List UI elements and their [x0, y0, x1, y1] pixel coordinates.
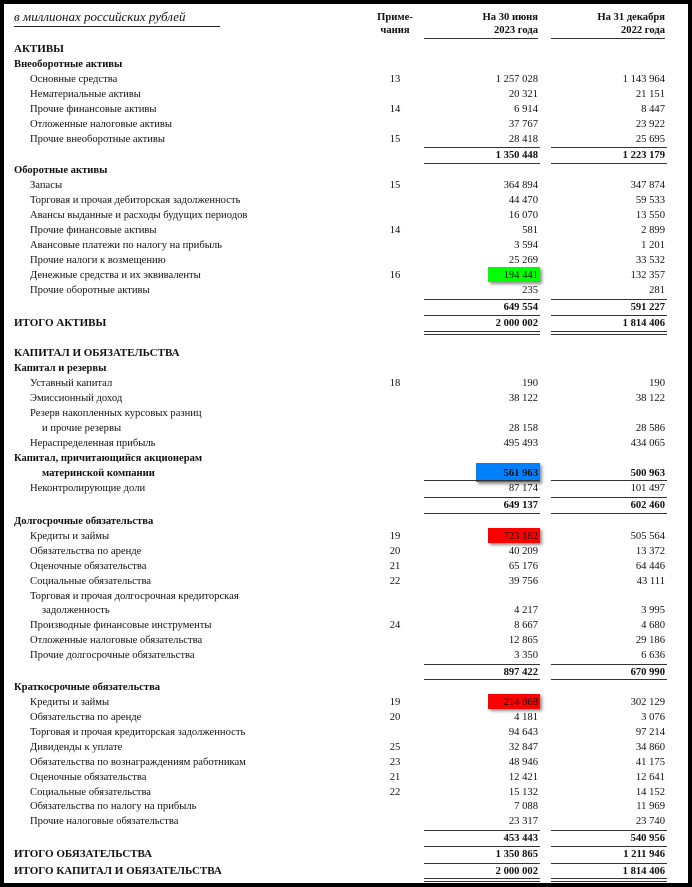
subtotal-row: [4, 498, 688, 513]
underline: [551, 147, 667, 148]
table-row: [4, 710, 688, 725]
value-jun-2023: 364 894: [503, 180, 538, 191]
value-jun-2023: 23 317: [508, 816, 538, 827]
table-row: [4, 376, 688, 391]
value-jun-2023: 20 321: [508, 89, 538, 100]
value-jun-2023: 1 257 028: [495, 74, 538, 85]
value-dec-2022: 132 357: [630, 270, 665, 281]
row-label: Основные средства: [30, 74, 118, 85]
row-label: Обязательства по аренде: [30, 546, 142, 557]
row-label: ИТОГО КАПИТАЛ И ОБЯЗАТЕЛЬСТВА: [14, 865, 222, 877]
table-row: [4, 178, 688, 193]
row-note: 24: [389, 620, 401, 631]
table-row: [4, 589, 688, 604]
underline: [424, 846, 540, 847]
value-jun-2023: 16 070: [508, 210, 538, 221]
row-label: Денежные средства и их эквиваленты: [30, 270, 201, 281]
value-jun-2023: 723 182: [503, 531, 538, 542]
value-jun-2023: 28 158: [508, 423, 538, 434]
table-row: [4, 57, 688, 72]
row-label: Кредиты и займы: [30, 697, 110, 708]
row-label: задолженность: [42, 605, 110, 616]
row-label: Кредиты и займы: [30, 531, 110, 542]
value-jun-2023: 94 643: [508, 727, 538, 738]
value-dec-2022: 14 152: [635, 787, 665, 798]
value-jun-2023: 235: [522, 285, 538, 296]
row-label: Обязательства по налогу на прибыль: [30, 801, 197, 812]
value-jun-2023: 214 868: [503, 697, 538, 708]
row-label: Внеоборотные активы: [14, 59, 123, 70]
double-underline: [551, 331, 667, 335]
table-row: [4, 481, 688, 496]
row-label: Обязательства по вознаграждениям работникам: [30, 757, 246, 768]
underline: [424, 497, 540, 498]
value-dec-2022: 190: [649, 378, 665, 389]
table-row: [4, 770, 688, 785]
row-label: Прочие внеоборотные активы: [30, 134, 166, 145]
row-label: Оценочные обязательства: [30, 561, 147, 572]
table-row: [4, 102, 688, 117]
value-jun-2023: 28 418: [508, 134, 538, 145]
table-row: [4, 406, 688, 421]
table-row: [4, 814, 688, 829]
row-note: 14: [389, 225, 401, 236]
underline: [551, 315, 667, 316]
table-row: [4, 725, 688, 740]
value-dec-2022: 23 740: [635, 816, 665, 827]
value-jun-2023: 897 422: [503, 667, 538, 678]
table-row: [4, 268, 688, 283]
underline: [424, 679, 540, 680]
underline: [424, 315, 540, 316]
table-row: [4, 421, 688, 436]
value-dec-2022: 97 214: [635, 727, 665, 738]
underline: [424, 863, 540, 864]
value-jun-2023: 581: [522, 225, 538, 236]
row-label: Капитал, причитающийся акционерам: [14, 453, 203, 464]
value-dec-2022: 41 175: [635, 757, 665, 768]
value-dec-2022: 34 860: [635, 742, 665, 753]
table-row: [4, 316, 688, 331]
underline: [551, 679, 667, 680]
value-jun-2023: 3 350: [514, 650, 538, 661]
value-jun-2023: 44 470: [508, 195, 538, 206]
underline: [424, 163, 540, 164]
row-label: Оборотные активы: [14, 165, 108, 176]
value-dec-2022: 43 111: [636, 576, 665, 587]
row-label: Долгосрочные обязательства: [14, 516, 154, 527]
row-label: Социальные обязательства: [30, 787, 152, 798]
table-row: [4, 436, 688, 451]
underline: [424, 830, 540, 831]
value-dec-2022: 1 814 406: [622, 318, 665, 329]
value-dec-2022: 3 076: [641, 712, 665, 723]
table-row: [4, 238, 688, 253]
column-header-jun-2023: [424, 12, 538, 39]
row-note: 22: [389, 787, 401, 798]
table-row: [4, 346, 688, 361]
underline: [424, 664, 540, 665]
value-dec-2022: 13 372: [635, 546, 665, 557]
value-dec-2022: 434 065: [630, 438, 665, 449]
table-row: [4, 618, 688, 633]
value-jun-2023: 12 421: [508, 772, 538, 783]
table-row: [4, 253, 688, 268]
row-label: материнской компании: [42, 468, 155, 479]
underline: [551, 664, 667, 665]
value-jun-2023: 37 767: [508, 119, 538, 130]
value-jun-2023: 194 441: [503, 270, 538, 281]
value-dec-2022: 38 122: [635, 393, 665, 404]
value-dec-2022: 540 956: [630, 833, 665, 844]
value-dec-2022: 602 460: [630, 500, 665, 511]
notes-header-line2: чания: [380, 24, 410, 36]
table-row: [4, 361, 688, 376]
row-label: КАПИТАЛ И ОБЯЗАТЕЛЬСТВА: [14, 347, 180, 359]
row-note: 13: [389, 74, 401, 85]
col1-header-line1: На 30 июня: [482, 12, 538, 23]
row-label: Прочие долгосрочные обязательства: [30, 650, 195, 661]
table-row: [4, 466, 688, 481]
row-label: Социальные обязательства: [30, 576, 152, 587]
row-label: и прочие резервы: [42, 423, 122, 434]
row-note: 20: [389, 712, 401, 723]
value-dec-2022: 29 186: [635, 635, 665, 646]
value-dec-2022: 500 963: [630, 468, 665, 479]
balance-sheet-page: [4, 4, 688, 883]
col2-header-line1: На 31 декабря: [597, 12, 665, 23]
table-row: [4, 391, 688, 406]
underline: [551, 497, 667, 498]
table-row: [4, 72, 688, 87]
row-label: Отложенные налоговые обязательства: [30, 635, 203, 646]
table-row: [4, 785, 688, 800]
double-underline: [424, 331, 540, 335]
value-jun-2023: 65 176: [508, 561, 538, 572]
underline: [551, 299, 667, 300]
value-jun-2023: 453 443: [503, 833, 538, 844]
value-dec-2022: 33 532: [635, 255, 665, 266]
table-row: [4, 193, 688, 208]
value-dec-2022: 281: [649, 285, 665, 296]
row-label: Производные финансовые инструменты: [30, 620, 212, 631]
value-jun-2023: 38 122: [508, 393, 538, 404]
value-dec-2022: 1 223 179: [622, 150, 665, 161]
underline: [551, 513, 667, 514]
row-label: Оценочные обязательства: [30, 772, 147, 783]
value-dec-2022: 59 533: [635, 195, 665, 206]
row-label: АКТИВЫ: [14, 43, 64, 55]
table-row: [4, 755, 688, 770]
table-row: [4, 132, 688, 147]
row-note: 20: [389, 546, 401, 557]
units-caption: в миллионах российских рублей: [14, 9, 220, 27]
value-dec-2022: 302 129: [630, 697, 665, 708]
row-label: Торговая и прочая долгосрочная кредиторская: [30, 591, 239, 602]
row-label: Торговая и прочая дебиторская задолженность: [30, 195, 241, 206]
table-row: [4, 740, 688, 755]
underline: [551, 163, 667, 164]
value-jun-2023: 40 209: [508, 546, 538, 557]
table-row: [4, 87, 688, 102]
value-jun-2023: 12 865: [508, 635, 538, 646]
underline: [551, 830, 667, 831]
row-label: Капитал и резервы: [14, 363, 107, 374]
row-label: Дивиденды к уплате: [30, 742, 123, 753]
value-jun-2023: 7 088: [514, 801, 538, 812]
subtotal-row: [4, 665, 688, 680]
underline: [424, 513, 540, 514]
row-label: Прочие налоговые обязательства: [30, 816, 179, 827]
value-dec-2022: 101 497: [630, 483, 665, 494]
row-label: Авансы выданные и расходы будущих периодов: [30, 210, 248, 221]
underline: [551, 480, 667, 481]
value-dec-2022: 670 990: [630, 667, 665, 678]
value-jun-2023: 649 554: [503, 302, 538, 313]
row-label: Нематериальные активы: [30, 89, 141, 100]
table-row: [4, 223, 688, 238]
value-jun-2023: 495 493: [503, 438, 538, 449]
table-row: [4, 864, 688, 879]
row-note: 15: [389, 134, 401, 145]
table-row: [4, 283, 688, 298]
table-row: [4, 680, 688, 695]
value-dec-2022: 12 641: [635, 772, 665, 783]
value-jun-2023: 2 000 002: [495, 866, 538, 877]
value-jun-2023: 2 000 002: [495, 318, 538, 329]
row-label: Эмиссионный доход: [30, 393, 123, 404]
value-jun-2023: 4 181: [514, 712, 538, 723]
value-jun-2023: 4 217: [514, 605, 538, 616]
row-label: Краткосрочные обязательства: [14, 682, 161, 693]
subtotal-row: [4, 831, 688, 846]
double-underline: [424, 878, 540, 882]
underline: [551, 846, 667, 847]
value-jun-2023: 6 914: [514, 104, 538, 115]
row-note: 21: [389, 561, 401, 572]
value-dec-2022: 1 201: [641, 240, 665, 251]
row-label: Прочие финансовые активы: [30, 104, 157, 115]
row-label: Прочие оборотные активы: [30, 285, 150, 296]
row-label: ИТОГО ОБЯЗАТЕЛЬСТВА: [14, 848, 153, 860]
value-dec-2022: 4 680: [641, 620, 665, 631]
value-dec-2022: 1 814 406: [622, 866, 665, 877]
value-jun-2023: 3 594: [514, 240, 538, 251]
row-label: Обязательства по аренде: [30, 712, 142, 723]
value-jun-2023: 561 963: [503, 468, 538, 479]
row-note: 23: [389, 757, 401, 768]
row-label: Нераспределенная прибыль: [30, 438, 156, 449]
row-label: Неконтролирующие доли: [30, 483, 146, 494]
table-row: [4, 799, 688, 814]
table-row: [4, 514, 688, 529]
value-jun-2023: 649 137: [503, 500, 538, 511]
row-note: 18: [389, 378, 401, 389]
double-underline: [551, 878, 667, 882]
column-header-dec-2022: [551, 12, 665, 39]
underline: [551, 863, 667, 864]
table-row: [4, 574, 688, 589]
row-label: ИТОГО АКТИВЫ: [14, 317, 107, 329]
row-note: 22: [389, 576, 401, 587]
col2-header-line2: 2022 года: [620, 24, 665, 36]
value-dec-2022: 505 564: [630, 531, 665, 542]
row-note: 14: [389, 104, 401, 115]
col1-header-line2: 2023 года: [493, 24, 538, 36]
table-row: [4, 163, 688, 178]
row-note: 21: [389, 772, 401, 783]
underline: [424, 147, 540, 148]
row-note: 25: [389, 742, 401, 753]
value-dec-2022: 11 969: [636, 801, 665, 812]
table-row: [4, 117, 688, 132]
underline: [424, 480, 540, 481]
table-row: [4, 42, 688, 57]
row-note: 15: [389, 180, 401, 191]
table-row: [4, 695, 688, 710]
table-row: [4, 648, 688, 663]
table-row: [4, 451, 688, 466]
row-label: Торговая и прочая кредиторская задолженность: [30, 727, 246, 738]
table-row: [4, 633, 688, 648]
value-jun-2023: 32 847: [508, 742, 538, 753]
value-jun-2023: 87 174: [508, 483, 538, 494]
row-label: Запасы: [30, 180, 63, 191]
underline: [424, 299, 540, 300]
value-dec-2022: 6 636: [641, 650, 665, 661]
table-row: [4, 603, 688, 618]
value-dec-2022: 3 995: [641, 605, 665, 616]
table-row: [4, 559, 688, 574]
value-dec-2022: 28 586: [635, 423, 665, 434]
value-jun-2023: 8 667: [514, 620, 538, 631]
row-label: Авансовые платежи по налогу на прибыль: [30, 240, 222, 251]
table-row: [4, 208, 688, 223]
row-label: Отложенные налоговые активы: [30, 119, 173, 130]
value-dec-2022: 23 922: [635, 119, 665, 130]
value-dec-2022: 25 695: [635, 134, 665, 145]
value-dec-2022: 591 227: [630, 302, 665, 313]
subtotal-row: [4, 300, 688, 315]
row-note: 19: [389, 697, 401, 708]
value-dec-2022: 347 874: [630, 180, 665, 191]
value-jun-2023: 1 350 448: [495, 150, 538, 161]
value-dec-2022: 1 211 946: [623, 849, 665, 860]
row-label: Прочие налоги к возмещению: [30, 255, 166, 266]
value-jun-2023: 1 350 865: [495, 849, 538, 860]
table-row: [4, 544, 688, 559]
value-jun-2023: 15 132: [508, 787, 538, 798]
value-jun-2023: 190: [522, 378, 538, 389]
value-dec-2022: 1 143 964: [622, 74, 665, 85]
row-label: Резерв накопленных курсовых разниц: [30, 408, 202, 419]
notes-header-line1: Приме-: [377, 12, 413, 23]
value-dec-2022: 2 899: [641, 225, 665, 236]
value-dec-2022: 13 550: [635, 210, 665, 221]
subtotal-row: [4, 148, 688, 163]
value-jun-2023: 25 269: [508, 255, 538, 266]
row-note: 16: [389, 270, 401, 281]
value-jun-2023: 48 946: [508, 757, 538, 768]
row-note: 19: [389, 531, 401, 542]
row-label: Уставный капитал: [30, 378, 113, 389]
notes-column-header: [372, 12, 418, 37]
table-row: [4, 529, 688, 544]
value-jun-2023: 39 756: [508, 576, 538, 587]
row-label: Прочие финансовые активы: [30, 225, 157, 236]
value-dec-2022: 21 151: [635, 89, 665, 100]
value-dec-2022: 8 447: [641, 104, 665, 115]
table-row: [4, 847, 688, 862]
value-dec-2022: 64 446: [635, 561, 665, 572]
